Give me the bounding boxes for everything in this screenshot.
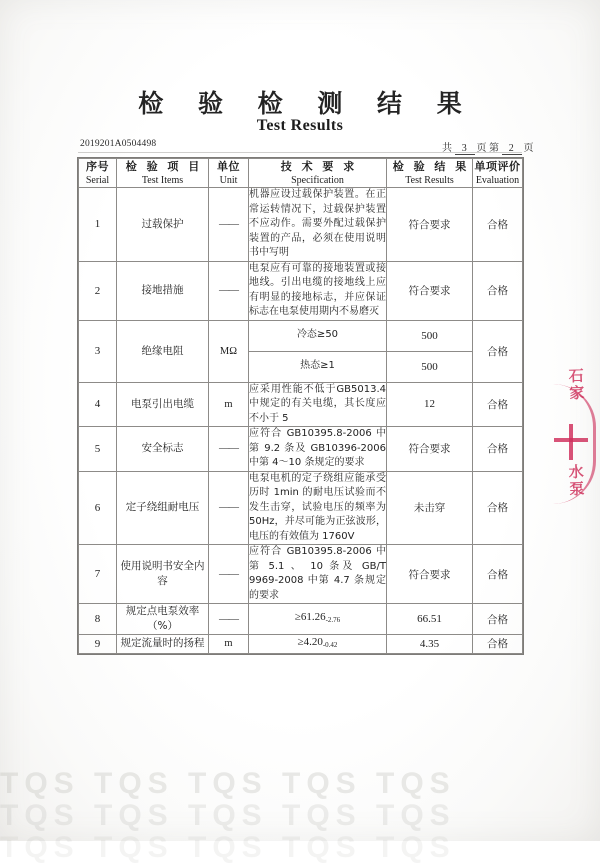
row-unit: —— — [209, 471, 249, 545]
row-serial: 1 — [79, 188, 117, 262]
row-serial: 6 — [79, 471, 117, 545]
header-divider — [78, 152, 522, 153]
row-serial: 9 — [79, 635, 117, 654]
row-evaluation: 合格 — [473, 635, 523, 654]
row-test-result: 66.51 — [387, 604, 473, 635]
row-test-result: 符合要求 — [387, 427, 473, 472]
row-serial: 7 — [79, 545, 117, 604]
page-unit-1: 页 — [476, 143, 487, 154]
test-results-table — [78, 158, 523, 654]
page-title-english: Test Results — [256, 117, 344, 134]
row-test-result: 4.35 — [387, 635, 473, 654]
row-test-item: 接地措施 — [117, 261, 209, 320]
page-title-chinese: 检 验 检 测 结 果 — [138, 89, 475, 118]
current-page-value: 2 — [502, 143, 522, 155]
row-serial: 2 — [79, 261, 117, 320]
row-specification: 机器应设过载保护装置。在正常运转情况下，过载保护装置不应动作。需要外配过载保护装置的产品，必须在使用说明书中写明 — [249, 188, 387, 262]
row-test-item: 绝缘电阻 — [117, 320, 209, 382]
row-evaluation: 合格 — [473, 261, 523, 320]
row-unit: —— — [209, 545, 249, 604]
row-specification: 电泵应有可靠的接地装置或接地线。引出电缆的接地线上应有明显的接地标志，并应保证标志在电泵使用期内不易磨灭 — [249, 261, 387, 320]
table-header-row — [79, 159, 523, 188]
spec-value: ≥61.26 — [294, 611, 326, 624]
spec-tolerance: -2.76 — [325, 616, 341, 625]
row-test-item: 使用说明书安全内容 — [117, 545, 209, 604]
total-pages-prefix: 共 — [442, 143, 453, 154]
row-serial: 4 — [79, 382, 117, 427]
table-row — [79, 188, 523, 262]
row-test-item: 电泵引出电缆 — [117, 382, 209, 427]
row-unit: —— — [209, 604, 249, 635]
row-test-result-hot: 500 — [387, 351, 473, 382]
row-test-item: 过载保护 — [117, 188, 209, 262]
row-serial: 3 — [79, 320, 117, 382]
row-specification — [249, 604, 387, 635]
spec-tolerance: -0.42 — [322, 641, 338, 649]
table-row — [79, 471, 523, 545]
row-evaluation: 合格 — [473, 545, 523, 604]
current-page-prefix: 第 — [489, 143, 500, 154]
row-test-result: 未击穿 — [387, 471, 473, 545]
seal-text-top: 石 家 — [568, 366, 586, 403]
row-evaluation: 合格 — [473, 427, 523, 472]
column-header-serial: 序号 Serial — [79, 159, 117, 188]
row-specification: 电泵电机的定子绕组应能承受历时 1min 的耐电压试验而不发生击穿，试验电压的频率为 50Hz，并尽可能为正弦波形，电压的有效值为 1760V — [249, 471, 387, 545]
column-header-test-results: 检 验 结 果 Test Results — [387, 159, 473, 188]
column-header-unit: 单位 Unit — [209, 159, 249, 188]
row-evaluation: 合格 — [473, 320, 523, 382]
column-header-evaluation: 单项评价 Evaluation — [474, 160, 521, 186]
row-serial: 8 — [79, 604, 117, 635]
row-test-item: 规定点电泵效率（%） — [117, 604, 209, 635]
row-specification-hot: 热态≥1 — [249, 351, 387, 382]
row-specification-cold: 冷态≥50 — [249, 320, 387, 351]
watermark-line: TQS TQS TQS TQS TQS — [0, 767, 456, 800]
watermark-line: TQS TQS TQS TQS TQS — [0, 831, 456, 864]
table-row — [79, 545, 523, 604]
row-evaluation: 合格 — [473, 382, 523, 427]
row-test-item: 定子绕组耐电压 — [117, 471, 209, 545]
row-unit: —— — [209, 188, 249, 262]
page-unit-2: 页 — [523, 143, 534, 154]
row-test-result: 符合要求 — [387, 545, 473, 604]
table-row — [79, 604, 523, 635]
row-specification: 应符合 GB10395.8-2006 中第 5.1 、 10 条及 GB/T 9969-2008 中第 4.7 条规定的要求 — [249, 545, 387, 604]
row-unit: —— — [209, 261, 249, 320]
table-row — [79, 635, 523, 654]
table-row — [79, 427, 523, 472]
row-unit: m — [209, 382, 249, 427]
row-unit: —— — [209, 427, 249, 472]
seal-text-bottom: 水 泵 — [568, 462, 586, 499]
table-row — [79, 320, 523, 351]
row-evaluation: 合格 — [473, 604, 523, 635]
row-serial: 5 — [79, 427, 117, 472]
row-evaluation: 合格 — [473, 188, 523, 262]
row-test-result: 符合要求 — [387, 261, 473, 320]
table-row — [79, 261, 523, 320]
document-number: 2019201A0504498 — [80, 139, 157, 149]
row-specification: 应符合 GB10395.8-2006 中第 9.2 条及 GB10396-2006 中第 4～10 条规定的要求 — [249, 427, 387, 472]
total-pages-value: 3 — [455, 143, 475, 155]
row-specification — [249, 635, 387, 654]
column-header-test-items: 检 验 项 目 Test Items — [117, 159, 209, 188]
row-test-item: 规定流量时的扬程 — [117, 635, 209, 654]
row-specification: 应采用性能不低于GB5013.4 中规定的有关电缆，其长度应不小于 5 — [249, 382, 387, 427]
row-evaluation: 合格 — [473, 471, 523, 545]
table-row — [79, 382, 523, 427]
row-unit: m — [209, 635, 249, 654]
column-header-specification: 技 术 要 求 Specification — [249, 159, 387, 188]
row-test-item: 安全标志 — [117, 427, 209, 472]
row-test-result: 12 — [387, 382, 473, 427]
row-test-result: 符合要求 — [387, 188, 473, 262]
spec-value: ≥4.20 — [297, 636, 323, 648]
row-test-result-cold: 500 — [387, 320, 473, 351]
row-unit: MΩ — [209, 320, 249, 382]
watermark-line: TQS TQS TQS TQS TQS — [0, 799, 456, 832]
